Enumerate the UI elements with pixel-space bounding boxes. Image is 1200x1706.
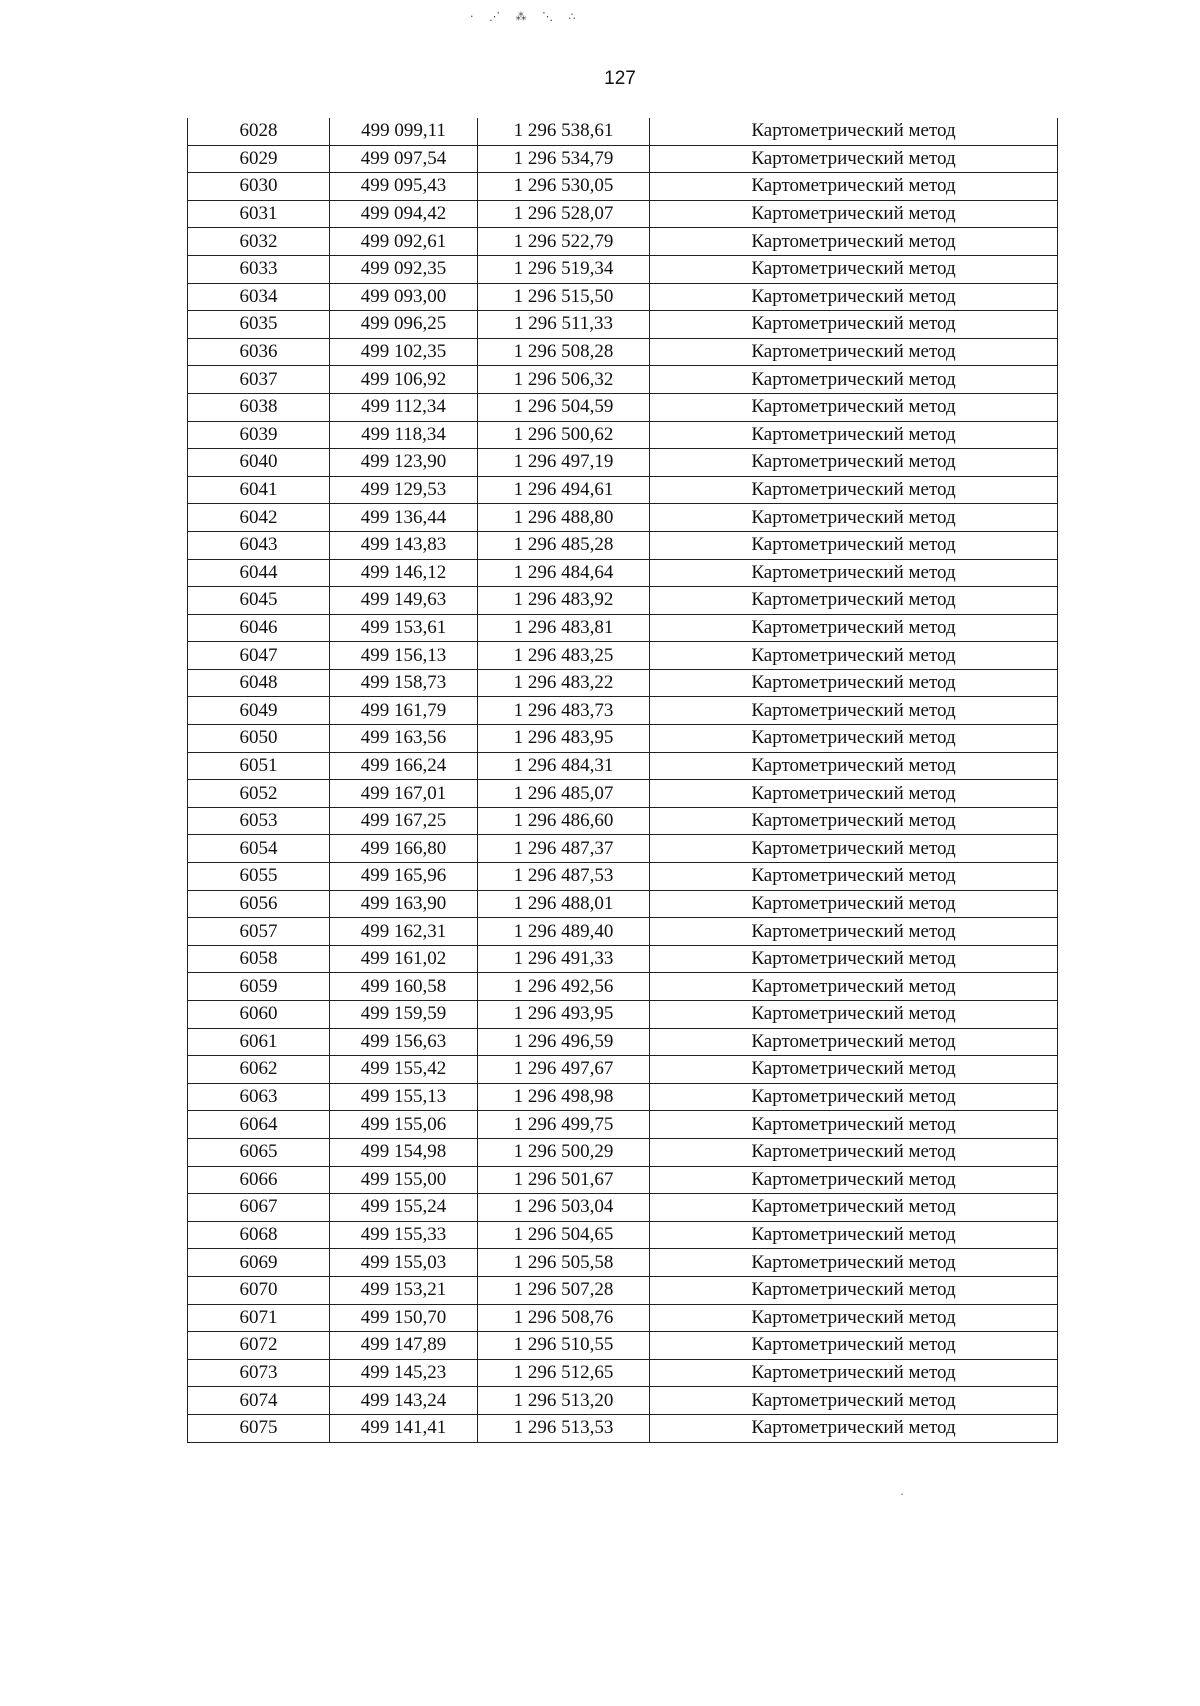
x-coordinate-cell: 499 163,56 <box>330 725 478 753</box>
point-number-cell: 6070 <box>188 1276 330 1304</box>
x-coordinate-cell: 499 123,90 <box>330 449 478 477</box>
x-coordinate-cell: 499 150,70 <box>330 1304 478 1332</box>
x-coordinate-cell: 499 143,24 <box>330 1387 478 1415</box>
y-coordinate-cell: 1 296 499,75 <box>478 1111 650 1139</box>
table-row <box>188 255 1058 283</box>
point-number-cell: 6059 <box>188 973 330 1001</box>
x-coordinate-cell: 499 097,54 <box>330 145 478 173</box>
point-number-cell: 6045 <box>188 587 330 615</box>
coordinates-table <box>187 118 1058 1443</box>
x-coordinate-cell: 499 155,24 <box>330 1194 478 1222</box>
x-coordinate-cell: 499 161,02 <box>330 945 478 973</box>
method-cell: Картометрический метод <box>650 918 1058 946</box>
table-row <box>188 1138 1058 1166</box>
method-cell: Картометрический метод <box>650 283 1058 311</box>
y-coordinate-cell: 1 296 513,20 <box>478 1387 650 1415</box>
x-coordinate-cell: 499 162,31 <box>330 918 478 946</box>
point-number-cell: 6056 <box>188 890 330 918</box>
method-cell: Картометрический метод <box>650 393 1058 421</box>
table-row <box>188 725 1058 753</box>
y-coordinate-cell: 1 296 505,58 <box>478 1249 650 1277</box>
y-coordinate-cell: 1 296 500,29 <box>478 1138 650 1166</box>
table-row <box>188 1276 1058 1304</box>
table-row <box>188 945 1058 973</box>
table-row <box>188 1028 1058 1056</box>
method-cell: Картометрический метод <box>650 531 1058 559</box>
point-number-cell: 6038 <box>188 393 330 421</box>
method-cell: Картометрический метод <box>650 1359 1058 1387</box>
x-coordinate-cell: 499 094,42 <box>330 200 478 228</box>
x-coordinate-cell: 499 155,03 <box>330 1249 478 1277</box>
y-coordinate-cell: 1 296 496,59 <box>478 1028 650 1056</box>
method-cell: Картометрический метод <box>650 835 1058 863</box>
method-cell: Картометрический метод <box>650 725 1058 753</box>
table-row <box>188 863 1058 891</box>
y-coordinate-cell: 1 296 515,50 <box>478 283 650 311</box>
method-cell: Картометрический метод <box>650 780 1058 808</box>
point-number-cell: 6030 <box>188 173 330 201</box>
x-coordinate-cell: 499 155,06 <box>330 1111 478 1139</box>
method-cell: Картометрический метод <box>650 1276 1058 1304</box>
point-number-cell: 6034 <box>188 283 330 311</box>
y-coordinate-cell: 1 296 486,60 <box>478 807 650 835</box>
point-number-cell: 6072 <box>188 1332 330 1360</box>
y-coordinate-cell: 1 296 538,61 <box>478 118 650 145</box>
y-coordinate-cell: 1 296 510,55 <box>478 1332 650 1360</box>
y-coordinate-cell: 1 296 484,31 <box>478 752 650 780</box>
y-coordinate-cell: 1 296 501,67 <box>478 1166 650 1194</box>
x-coordinate-cell: 499 165,96 <box>330 863 478 891</box>
y-coordinate-cell: 1 296 513,53 <box>478 1414 650 1442</box>
y-coordinate-cell: 1 296 522,79 <box>478 228 650 256</box>
table-row <box>188 1359 1058 1387</box>
table-row <box>188 807 1058 835</box>
table-row <box>188 1111 1058 1139</box>
method-cell: Картометрический метод <box>650 807 1058 835</box>
table-row <box>188 614 1058 642</box>
x-coordinate-cell: 499 167,01 <box>330 780 478 808</box>
y-coordinate-cell: 1 296 491,33 <box>478 945 650 973</box>
table-row <box>188 1001 1058 1029</box>
method-cell: Картометрический метод <box>650 200 1058 228</box>
point-number-cell: 6063 <box>188 1083 330 1111</box>
y-coordinate-cell: 1 296 497,67 <box>478 1056 650 1084</box>
point-number-cell: 6058 <box>188 945 330 973</box>
table-row <box>188 393 1058 421</box>
method-cell: Картометрический метод <box>650 145 1058 173</box>
y-coordinate-cell: 1 296 484,64 <box>478 559 650 587</box>
point-number-cell: 6044 <box>188 559 330 587</box>
table-row <box>188 228 1058 256</box>
x-coordinate-cell: 499 153,21 <box>330 1276 478 1304</box>
table-row <box>188 587 1058 615</box>
y-coordinate-cell: 1 296 511,33 <box>478 311 650 339</box>
table-row <box>188 697 1058 725</box>
method-cell: Картометрический метод <box>650 504 1058 532</box>
method-cell: Картометрический метод <box>650 1387 1058 1415</box>
table-row <box>188 421 1058 449</box>
table-row <box>188 559 1058 587</box>
table-row <box>188 504 1058 532</box>
table-row <box>188 1304 1058 1332</box>
x-coordinate-cell: 499 143,83 <box>330 531 478 559</box>
y-coordinate-cell: 1 296 489,40 <box>478 918 650 946</box>
point-number-cell: 6057 <box>188 918 330 946</box>
y-coordinate-cell: 1 296 493,95 <box>478 1001 650 1029</box>
table-row <box>188 918 1058 946</box>
table-row <box>188 531 1058 559</box>
point-number-cell: 6064 <box>188 1111 330 1139</box>
method-cell: Картометрический метод <box>650 1194 1058 1222</box>
table-row <box>188 780 1058 808</box>
table-row <box>188 642 1058 670</box>
point-number-cell: 6068 <box>188 1221 330 1249</box>
method-cell: Картометрический метод <box>650 476 1058 504</box>
point-number-cell: 6043 <box>188 531 330 559</box>
point-number-cell: 6049 <box>188 697 330 725</box>
point-number-cell: 6041 <box>188 476 330 504</box>
x-coordinate-cell: 499 112,34 <box>330 393 478 421</box>
point-number-cell: 6075 <box>188 1414 330 1442</box>
table-row <box>188 173 1058 201</box>
y-coordinate-cell: 1 296 492,56 <box>478 973 650 1001</box>
method-cell: Картометрический метод <box>650 449 1058 477</box>
page-number: 127 <box>604 68 636 89</box>
x-coordinate-cell: 499 156,63 <box>330 1028 478 1056</box>
method-cell: Картометрический метод <box>650 173 1058 201</box>
table-row <box>188 366 1058 394</box>
x-coordinate-cell: 499 147,89 <box>330 1332 478 1360</box>
table-row <box>188 1083 1058 1111</box>
method-cell: Картометрический метод <box>650 587 1058 615</box>
point-number-cell: 6052 <box>188 780 330 808</box>
x-coordinate-cell: 499 095,43 <box>330 173 478 201</box>
table-row <box>188 311 1058 339</box>
method-cell: Картометрический метод <box>650 1221 1058 1249</box>
point-number-cell: 6062 <box>188 1056 330 1084</box>
table-row <box>188 973 1058 1001</box>
method-cell: Картометрический метод <box>650 614 1058 642</box>
point-number-cell: 6048 <box>188 669 330 697</box>
point-number-cell: 6033 <box>188 255 330 283</box>
point-number-cell: 6028 <box>188 118 330 145</box>
method-cell: Картометрический метод <box>650 421 1058 449</box>
point-number-cell: 6071 <box>188 1304 330 1332</box>
y-coordinate-cell: 1 296 530,05 <box>478 173 650 201</box>
point-number-cell: 6050 <box>188 725 330 753</box>
method-cell: Картометрический метод <box>650 311 1058 339</box>
y-coordinate-cell: 1 296 485,07 <box>478 780 650 808</box>
x-coordinate-cell: 499 136,44 <box>330 504 478 532</box>
method-cell: Картометрический метод <box>650 863 1058 891</box>
x-coordinate-cell: 499 146,12 <box>330 559 478 587</box>
y-coordinate-cell: 1 296 504,59 <box>478 393 650 421</box>
point-number-cell: 6066 <box>188 1166 330 1194</box>
table-row <box>188 1166 1058 1194</box>
method-cell: Картометрический метод <box>650 1249 1058 1277</box>
x-coordinate-cell: 499 153,61 <box>330 614 478 642</box>
x-coordinate-cell: 499 160,58 <box>330 973 478 1001</box>
method-cell: Картометрический метод <box>650 1111 1058 1139</box>
y-coordinate-cell: 1 296 506,32 <box>478 366 650 394</box>
x-coordinate-cell: 499 155,13 <box>330 1083 478 1111</box>
x-coordinate-cell: 499 155,33 <box>330 1221 478 1249</box>
y-coordinate-cell: 1 296 483,92 <box>478 587 650 615</box>
method-cell: Картометрический метод <box>650 255 1058 283</box>
table-row <box>188 669 1058 697</box>
x-coordinate-cell: 499 149,63 <box>330 587 478 615</box>
point-number-cell: 6037 <box>188 366 330 394</box>
point-number-cell: 6029 <box>188 145 330 173</box>
scan-noise-marks: · ⋰ ⁂ ⋱ ∴ <box>470 10 582 23</box>
y-coordinate-cell: 1 296 483,73 <box>478 697 650 725</box>
table-row <box>188 145 1058 173</box>
x-coordinate-cell: 499 106,92 <box>330 366 478 394</box>
method-cell: Картометрический метод <box>650 228 1058 256</box>
method-cell: Картометрический метод <box>650 1332 1058 1360</box>
table-row <box>188 200 1058 228</box>
y-coordinate-cell: 1 296 483,25 <box>478 642 650 670</box>
y-coordinate-cell: 1 296 500,62 <box>478 421 650 449</box>
point-number-cell: 6032 <box>188 228 330 256</box>
point-number-cell: 6035 <box>188 311 330 339</box>
x-coordinate-cell: 499 154,98 <box>330 1138 478 1166</box>
point-number-cell: 6060 <box>188 1001 330 1029</box>
table-row <box>188 752 1058 780</box>
method-cell: Картометрический метод <box>650 559 1058 587</box>
point-number-cell: 6065 <box>188 1138 330 1166</box>
x-coordinate-cell: 499 145,23 <box>330 1359 478 1387</box>
method-cell: Картометрический метод <box>650 669 1058 697</box>
point-number-cell: 6074 <box>188 1387 330 1415</box>
method-cell: Картометрический метод <box>650 1001 1058 1029</box>
x-coordinate-cell: 499 129,53 <box>330 476 478 504</box>
table-row <box>188 118 1058 145</box>
x-coordinate-cell: 499 096,25 <box>330 311 478 339</box>
x-coordinate-cell: 499 099,11 <box>330 118 478 145</box>
table-row <box>188 1221 1058 1249</box>
y-coordinate-cell: 1 296 512,65 <box>478 1359 650 1387</box>
x-coordinate-cell: 499 166,24 <box>330 752 478 780</box>
table-row <box>188 1414 1058 1442</box>
table-row <box>188 890 1058 918</box>
x-coordinate-cell: 499 155,42 <box>330 1056 478 1084</box>
point-number-cell: 6067 <box>188 1194 330 1222</box>
table-row <box>188 1332 1058 1360</box>
method-cell: Картометрический метод <box>650 697 1058 725</box>
method-cell: Картометрический метод <box>650 1083 1058 1111</box>
y-coordinate-cell: 1 296 507,28 <box>478 1276 650 1304</box>
point-number-cell: 6039 <box>188 421 330 449</box>
x-coordinate-cell: 499 141,41 <box>330 1414 478 1442</box>
method-cell: Картометрический метод <box>650 338 1058 366</box>
x-coordinate-cell: 499 163,90 <box>330 890 478 918</box>
table-row <box>188 1056 1058 1084</box>
x-coordinate-cell: 499 159,59 <box>330 1001 478 1029</box>
y-coordinate-cell: 1 296 488,01 <box>478 890 650 918</box>
x-coordinate-cell: 499 167,25 <box>330 807 478 835</box>
point-number-cell: 6055 <box>188 863 330 891</box>
y-coordinate-cell: 1 296 487,53 <box>478 863 650 891</box>
method-cell: Картометрический метод <box>650 973 1058 1001</box>
x-coordinate-cell: 499 166,80 <box>330 835 478 863</box>
y-coordinate-cell: 1 296 497,19 <box>478 449 650 477</box>
point-number-cell: 6031 <box>188 200 330 228</box>
method-cell: Картометрический метод <box>650 1056 1058 1084</box>
y-coordinate-cell: 1 296 483,22 <box>478 669 650 697</box>
point-number-cell: 6047 <box>188 642 330 670</box>
point-number-cell: 6046 <box>188 614 330 642</box>
y-coordinate-cell: 1 296 494,61 <box>478 476 650 504</box>
point-number-cell: 6051 <box>188 752 330 780</box>
y-coordinate-cell: 1 296 528,07 <box>478 200 650 228</box>
y-coordinate-cell: 1 296 508,28 <box>478 338 650 366</box>
table-row <box>188 476 1058 504</box>
method-cell: Картометрический метод <box>650 642 1058 670</box>
table-row <box>188 1387 1058 1415</box>
point-number-cell: 6053 <box>188 807 330 835</box>
method-cell: Картометрический метод <box>650 366 1058 394</box>
y-coordinate-cell: 1 296 498,98 <box>478 1083 650 1111</box>
method-cell: Картометрический метод <box>650 1304 1058 1332</box>
y-coordinate-cell: 1 296 483,95 <box>478 725 650 753</box>
y-coordinate-cell: 1 296 488,80 <box>478 504 650 532</box>
point-number-cell: 6054 <box>188 835 330 863</box>
x-coordinate-cell: 499 158,73 <box>330 669 478 697</box>
point-number-cell: 6042 <box>188 504 330 532</box>
coordinates-table-body <box>188 118 1058 1442</box>
method-cell: Картометрический метод <box>650 118 1058 145</box>
x-coordinate-cell: 499 118,34 <box>330 421 478 449</box>
y-coordinate-cell: 1 296 519,34 <box>478 255 650 283</box>
x-coordinate-cell: 499 102,35 <box>330 338 478 366</box>
method-cell: Картометрический метод <box>650 1166 1058 1194</box>
point-number-cell: 6036 <box>188 338 330 366</box>
method-cell: Картометрический метод <box>650 890 1058 918</box>
table-row <box>188 835 1058 863</box>
x-coordinate-cell: 499 093,00 <box>330 283 478 311</box>
table-row <box>188 449 1058 477</box>
method-cell: Картометрический метод <box>650 752 1058 780</box>
method-cell: Картометрический метод <box>650 1138 1058 1166</box>
point-number-cell: 6061 <box>188 1028 330 1056</box>
x-coordinate-cell: 499 092,35 <box>330 255 478 283</box>
x-coordinate-cell: 499 155,00 <box>330 1166 478 1194</box>
y-coordinate-cell: 1 296 483,81 <box>478 614 650 642</box>
method-cell: Картометрический метод <box>650 1414 1058 1442</box>
table-row <box>188 1194 1058 1222</box>
point-number-cell: 6040 <box>188 449 330 477</box>
point-number-cell: 6069 <box>188 1249 330 1277</box>
y-coordinate-cell: 1 296 534,79 <box>478 145 650 173</box>
point-number-cell: 6073 <box>188 1359 330 1387</box>
x-coordinate-cell: 499 092,61 <box>330 228 478 256</box>
x-coordinate-cell: 499 161,79 <box>330 697 478 725</box>
y-coordinate-cell: 1 296 503,04 <box>478 1194 650 1222</box>
method-cell: Картометрический метод <box>650 945 1058 973</box>
table-row <box>188 283 1058 311</box>
x-coordinate-cell: 499 156,13 <box>330 642 478 670</box>
y-coordinate-cell: 1 296 508,76 <box>478 1304 650 1332</box>
y-coordinate-cell: 1 296 485,28 <box>478 531 650 559</box>
table-row <box>188 1249 1058 1277</box>
table-row <box>188 338 1058 366</box>
y-coordinate-cell: 1 296 504,65 <box>478 1221 650 1249</box>
method-cell: Картометрический метод <box>650 1028 1058 1056</box>
y-coordinate-cell: 1 296 487,37 <box>478 835 650 863</box>
scan-noise-dot: · <box>900 1487 904 1501</box>
